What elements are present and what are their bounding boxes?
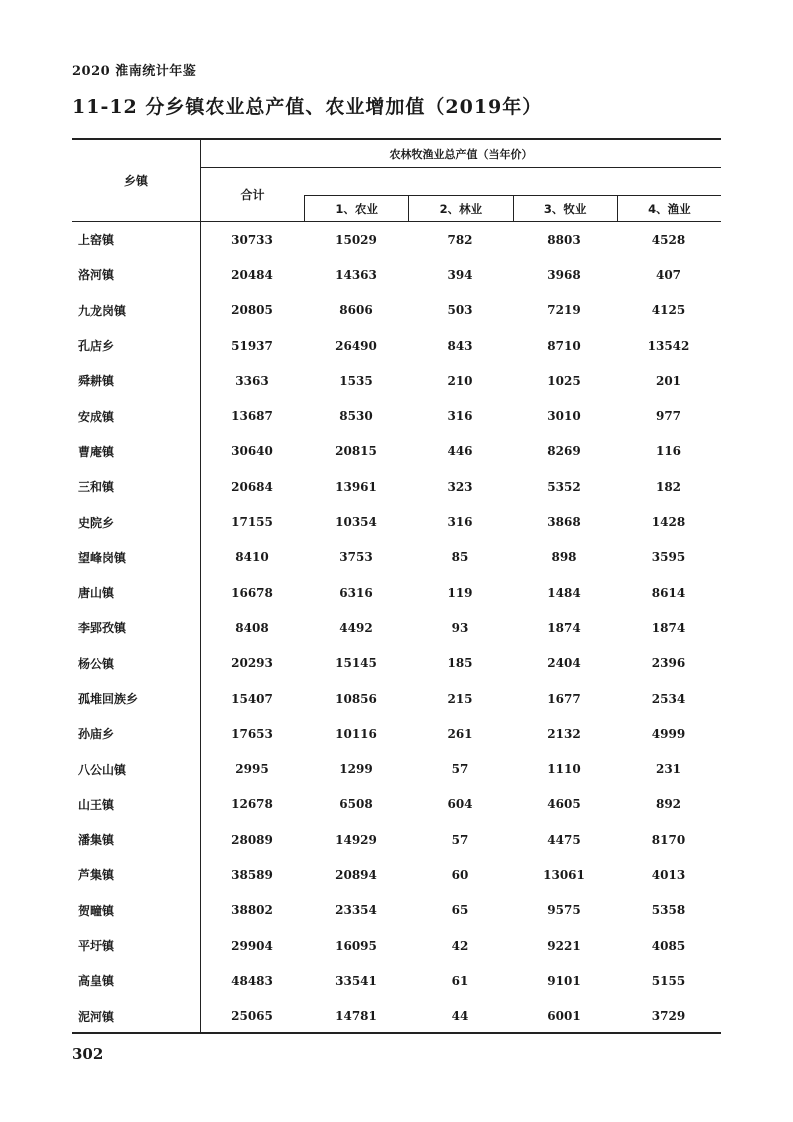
agriculture-value: 20894 — [335, 867, 377, 882]
agriculture-value: 10856 — [335, 691, 377, 706]
township-name: 安成镇 — [78, 409, 115, 424]
fishery-value: 182 — [655, 479, 682, 494]
total-value: 17653 — [231, 726, 273, 741]
forestry-value: 57 — [451, 832, 469, 847]
table-row — [72, 398, 721, 433]
animal-husbandry-value: 2132 — [547, 726, 581, 741]
fishery-value: 407 — [655, 267, 682, 282]
agriculture-value: 14929 — [335, 832, 377, 847]
fishery-column-header: 4、渔业 — [648, 202, 691, 216]
total-value: 13687 — [231, 409, 273, 424]
township-name: 芦集镇 — [78, 868, 115, 883]
forestry-value: 185 — [447, 656, 473, 671]
animal-husbandry-value: 1677 — [547, 691, 581, 706]
agriculture-value: 3753 — [339, 550, 373, 565]
total-value: 30733 — [231, 232, 273, 247]
agriculture-value: 23354 — [335, 903, 377, 918]
forestry-value: 503 — [447, 303, 473, 318]
township-name: 八公山镇 — [78, 762, 127, 777]
animal-husbandry-value: 6001 — [547, 1009, 581, 1024]
animal-husbandry-value: 8269 — [547, 444, 581, 459]
township-name: 高皇镇 — [78, 974, 115, 989]
township-column-header: 乡镇 — [123, 174, 148, 188]
fishery-value: 8170 — [651, 832, 686, 847]
animal-husbandry-value: 898 — [551, 550, 577, 565]
total-value: 20805 — [231, 303, 273, 318]
agriculture-value: 10116 — [335, 726, 377, 741]
forestry-value: 93 — [451, 620, 469, 635]
agriculture-column-header: 1、农业 — [305, 196, 409, 222]
agriculture-value: 15029 — [335, 232, 377, 247]
animal-husbandry-value: 9101 — [547, 973, 581, 988]
table-row — [72, 540, 721, 575]
township-name: 泥河镇 — [78, 1009, 115, 1024]
agriculture-value: 8530 — [339, 409, 373, 424]
fishery-value: 5155 — [651, 973, 686, 988]
fishery-value: 4999 — [651, 726, 686, 741]
fishery-value: 116 — [655, 444, 682, 459]
animal-husbandry-value: 9575 — [547, 903, 581, 918]
forestry-value: 44 — [451, 1009, 469, 1024]
total-column-header: 合计 — [240, 188, 265, 202]
table-row — [72, 857, 721, 892]
township-name: 望峰岗镇 — [78, 550, 127, 565]
table-row — [72, 504, 721, 539]
agriculture-value: 13961 — [335, 479, 377, 494]
total-value: 25065 — [231, 1009, 273, 1024]
total-value: 51937 — [231, 338, 273, 353]
animal-husbandry-value: 2404 — [547, 656, 581, 671]
township-name: 贺疃镇 — [78, 903, 115, 918]
total-value: 30640 — [231, 444, 273, 459]
table-row — [72, 681, 721, 716]
total-value: 38589 — [231, 867, 273, 882]
forestry-value: 843 — [447, 338, 473, 353]
page-number: 302 — [72, 1045, 104, 1063]
agriculture-value: 6508 — [339, 797, 373, 812]
fishery-value: 2396 — [651, 656, 686, 671]
fishery-value: 4013 — [651, 867, 686, 882]
total-value: 20293 — [231, 656, 273, 671]
forestry-value: 65 — [451, 903, 469, 918]
animal-husbandry-value: 3868 — [547, 515, 581, 530]
table-body — [72, 222, 721, 1032]
table-row — [72, 363, 721, 398]
table-row — [72, 751, 721, 786]
animal-husbandry-value: 3968 — [547, 267, 581, 282]
fishery-value: 1428 — [651, 515, 686, 530]
agriculture-value: 33541 — [335, 973, 377, 988]
total-value: 28089 — [231, 832, 273, 847]
agriculture-value: 10354 — [335, 515, 377, 530]
fishery-value: 892 — [655, 797, 682, 812]
township-name: 洛河镇 — [78, 268, 115, 283]
fishery-value: 3595 — [651, 550, 686, 565]
animal-husbandry-value: 4605 — [547, 797, 581, 812]
table-row — [72, 646, 721, 681]
forestry-value: 119 — [447, 585, 473, 600]
animal-husbandry-value: 13061 — [543, 867, 585, 882]
total-value: 20684 — [231, 479, 273, 494]
township-name: 山王镇 — [78, 797, 115, 812]
forestry-value: 316 — [447, 515, 473, 530]
total-value: 20484 — [231, 267, 273, 282]
township-name: 曹庵镇 — [78, 444, 115, 459]
township-name: 李郢孜镇 — [78, 621, 127, 636]
total-value: 16678 — [231, 585, 273, 600]
fishery-value: 977 — [655, 409, 682, 424]
forestry-value: 42 — [451, 938, 469, 953]
agriculture-value: 6316 — [339, 585, 373, 600]
total-value: 2995 — [235, 762, 269, 777]
agriculture-value: 16095 — [335, 938, 377, 953]
total-value: 17155 — [231, 515, 273, 530]
fishery-value: 231 — [655, 762, 682, 777]
township-name: 上窑镇 — [78, 233, 115, 248]
forestry-value: 604 — [447, 797, 473, 812]
agriculture-value: 1535 — [339, 373, 373, 388]
animal-husbandry-value: 9221 — [547, 938, 581, 953]
total-value: 8408 — [235, 620, 269, 635]
total-value: 48483 — [231, 973, 273, 988]
forestry-value: 782 — [447, 232, 473, 247]
township-name: 三和镇 — [78, 480, 115, 495]
table-row — [72, 963, 721, 998]
fishery-value: 3729 — [651, 1009, 686, 1024]
agriculture-value: 1299 — [339, 762, 373, 777]
animal-husbandry-column-header: 3、牧业 — [514, 196, 618, 222]
animal-husbandry-value: 7219 — [547, 303, 581, 318]
township-name: 唐山镇 — [78, 586, 115, 601]
township-name: 潘集镇 — [78, 833, 115, 848]
page-title: 11-12 分乡镇农业总产值、农业增加值（2019年） — [72, 96, 543, 118]
table-row — [72, 716, 721, 751]
fishery-value: 2534 — [651, 691, 686, 706]
animal-husbandry-value: 3010 — [547, 409, 581, 424]
table-row — [72, 222, 721, 257]
table-row — [72, 822, 721, 857]
fishery-value: 201 — [655, 373, 682, 388]
total-value: 15407 — [231, 691, 273, 706]
animal-husbandry-value: 1484 — [547, 585, 581, 600]
table-row — [72, 434, 721, 469]
total-value: 12678 — [231, 797, 273, 812]
animal-husbandry-value: 1874 — [547, 620, 581, 635]
township-name: 史院乡 — [78, 515, 115, 530]
animal-husbandry-value: 4475 — [547, 832, 581, 847]
statistics-table — [72, 138, 721, 1034]
table-row — [72, 469, 721, 504]
total-value: 3363 — [235, 373, 269, 388]
table-row — [72, 999, 721, 1034]
fishery-value: 5358 — [651, 903, 686, 918]
township-name: 平圩镇 — [78, 939, 115, 954]
total-value: 8410 — [235, 550, 269, 565]
table-row — [72, 575, 721, 610]
table-row — [72, 893, 721, 928]
forestry-value: 316 — [447, 409, 473, 424]
table-row — [72, 257, 721, 292]
fishery-value: 4125 — [651, 303, 686, 318]
total-value: 38802 — [231, 903, 273, 918]
forestry-value: 61 — [451, 973, 469, 988]
table-row — [72, 610, 721, 645]
fishery-value: 1874 — [651, 620, 686, 635]
table-row — [72, 787, 721, 822]
animal-husbandry-value: 1025 — [547, 373, 581, 388]
agriculture-value: 4492 — [339, 620, 373, 635]
animal-husbandry-value: 8710 — [547, 338, 581, 353]
forestry-value: 85 — [451, 550, 469, 565]
township-name: 孔店乡 — [78, 339, 115, 354]
forestry-value: 215 — [447, 691, 473, 706]
forestry-value: 323 — [447, 479, 473, 494]
fishery-value: 4528 — [651, 232, 686, 247]
fishery-value: 4085 — [651, 938, 686, 953]
forestry-value: 210 — [447, 373, 473, 388]
agriculture-value: 14363 — [335, 267, 377, 282]
township-name: 孙庙乡 — [78, 727, 115, 742]
forestry-column-header: 2、林业 — [409, 196, 513, 222]
output-value-group-header: 农林牧渔业总产值（当年价） — [201, 140, 721, 168]
agriculture-value: 8606 — [339, 303, 373, 318]
table-row — [72, 293, 721, 328]
agriculture-value: 20815 — [335, 444, 377, 459]
township-name: 孤堆回族乡 — [78, 692, 139, 706]
total-value: 29904 — [231, 938, 273, 953]
forestry-value: 60 — [451, 867, 469, 882]
agriculture-value: 26490 — [335, 338, 377, 353]
fishery-value: 8614 — [651, 585, 686, 600]
agriculture-value: 15145 — [335, 656, 377, 671]
township-name: 舜耕镇 — [78, 374, 115, 389]
table-row — [72, 328, 721, 363]
table-row — [72, 928, 721, 963]
sector-headers — [304, 195, 721, 222]
forestry-value: 57 — [451, 762, 469, 777]
agriculture-value: 14781 — [335, 1009, 377, 1024]
township-name: 九龙岗镇 — [78, 303, 127, 318]
animal-husbandry-value: 1110 — [547, 762, 581, 777]
animal-husbandry-value: 5352 — [547, 479, 581, 494]
yearbook-label: 2020 淮南统计年鉴 — [72, 64, 197, 79]
animal-husbandry-value: 8803 — [547, 232, 581, 247]
forestry-value: 394 — [447, 267, 473, 282]
township-name: 杨公镇 — [78, 656, 115, 671]
forestry-value: 261 — [447, 726, 473, 741]
forestry-value: 446 — [447, 444, 473, 459]
fishery-value: 13542 — [647, 338, 690, 353]
